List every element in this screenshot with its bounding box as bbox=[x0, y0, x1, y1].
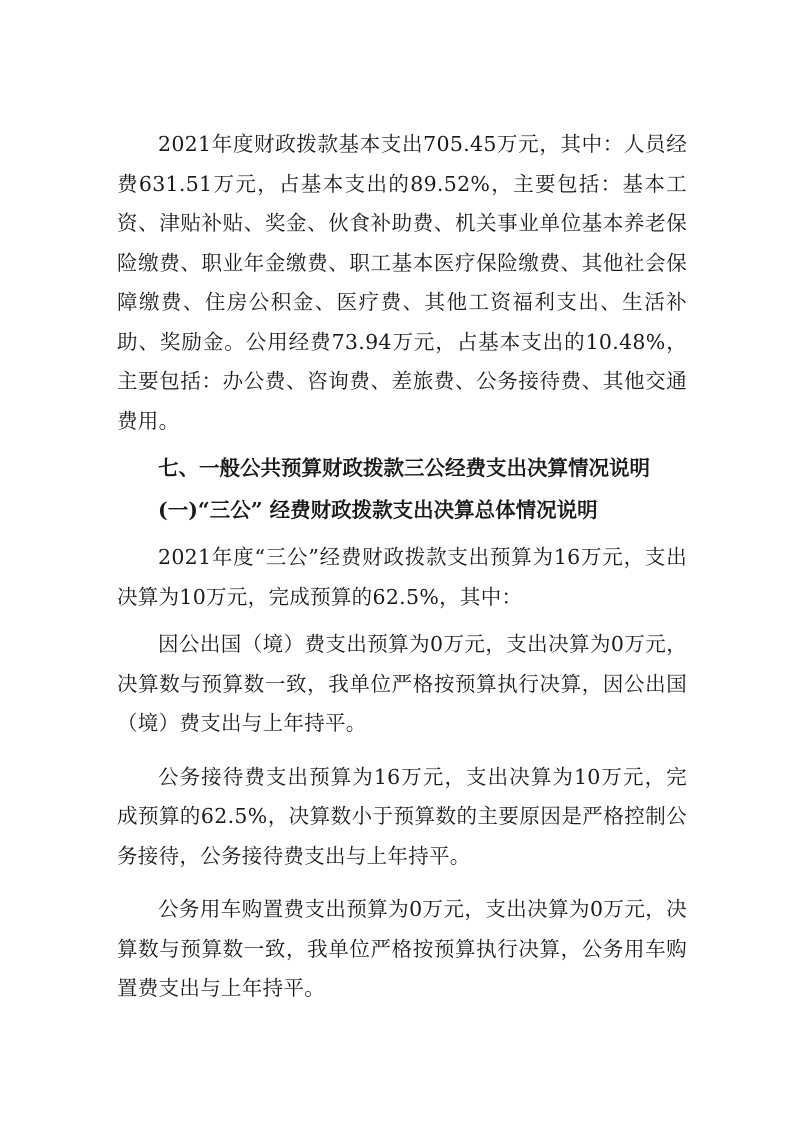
subsection-heading-overall: (一)“三公” 经费财政拨款支出决算总体情况说明 bbox=[158, 497, 598, 522]
document-body bbox=[117, 125, 687, 1017]
paragraph-vehicle-purchase: 公务用车购置费支出预算为0万元，支出决算为0万元，决算数与预算数一致，我单位严格按预算执行决算，公务用车购置费支出与上年持平。 bbox=[117, 897, 687, 1000]
paragraph-basic-expenditure: 2021年度财政拨款基本支出705.45万元，其中：人员经费631.51万元，占基本支出的89.52%，主要包括：基本工资、津贴补贴、奖金、伙食补助费、机关事业单位基本养老保险缴费、职业年金缴费、职工基本医疗保险缴费、其他社会保障缴费、住房公积金、医疗费、其他工资福利支出、生活补助、奖励金。公用经费73.94万元，占基本支出的10.48%，主要包括：办公费、咨询费、差旅费、公务接待费、其他交通费用。 bbox=[117, 132, 687, 433]
paragraph-three-public-overall: 2021年度“三公”经费财政拨款支出预算为16万元，支出决算为10万元，完成预算的62.5%，其中： bbox=[117, 545, 687, 609]
paragraph-overseas-travel: 因公出国（境）费支出预算为0万元，支出决算为0万元，决算数与预算数一致，我单位严格按预算执行决算，因公出国（境）费支出与上年持平。 bbox=[117, 632, 687, 735]
section-heading-three-public-expenses: 七、一般公共预算财政拨款三公经费支出决算情况说明 bbox=[158, 456, 650, 480]
paragraph-official-reception: 公务接待费支出预算为16万元，支出决算为10万元，完成预算的62.5%，决算数小于预算数的主要原因是严格控制公务接待，公务接待费支出与上年持平。 bbox=[117, 764, 687, 868]
